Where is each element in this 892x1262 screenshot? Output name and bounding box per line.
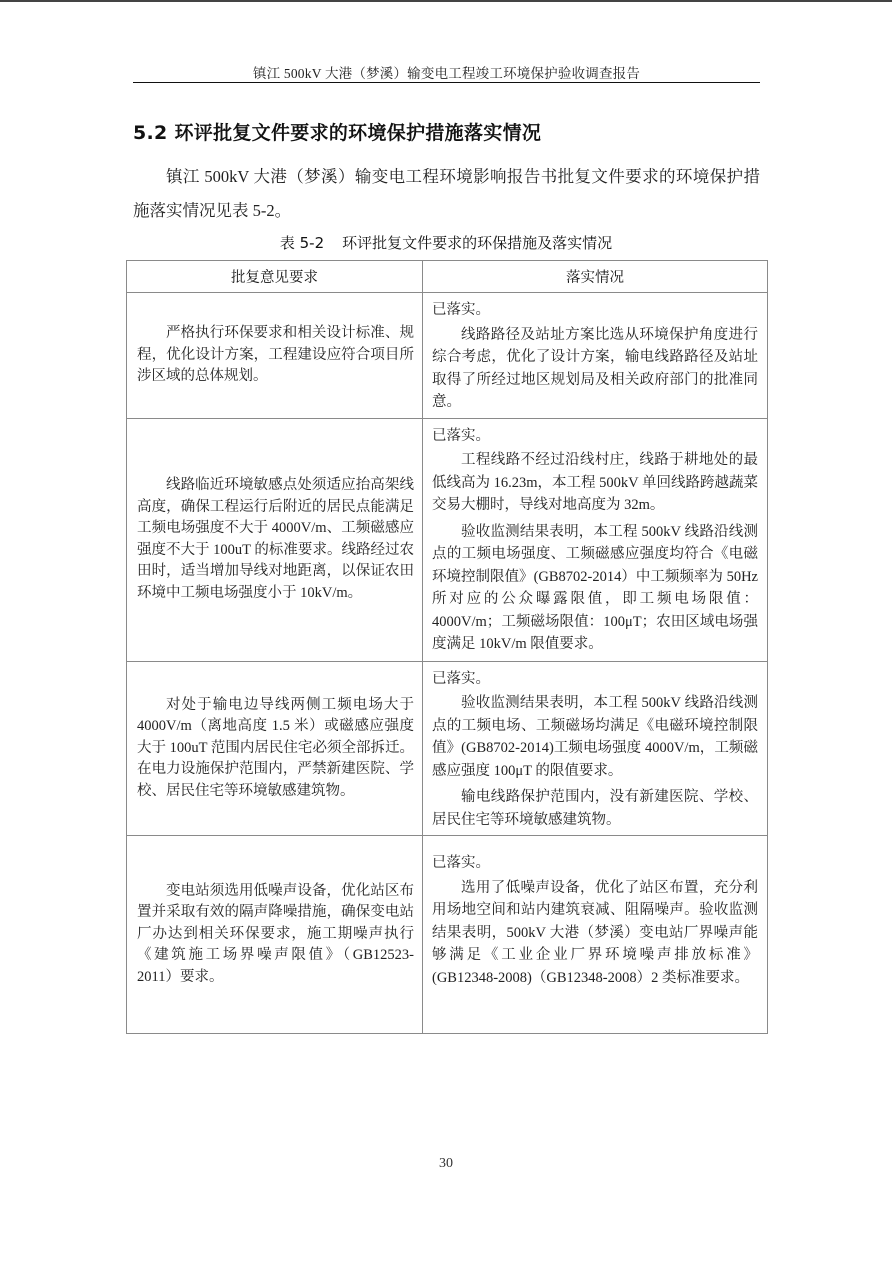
page-top-border <box>0 0 892 2</box>
table-header-row <box>127 261 768 293</box>
table-caption <box>126 232 766 253</box>
implementation-cell <box>423 836 768 1034</box>
requirement-cell <box>127 418 423 661</box>
requirement-cell <box>127 661 423 836</box>
implementation-cell <box>423 661 768 836</box>
detail-text: 输电线路保护范围内，没有新建医院、学校、居民住宅等环境敏感建筑物。 <box>432 789 758 828</box>
implementation-cell <box>423 293 768 419</box>
requirement-cell <box>127 836 423 1034</box>
implementation-cell <box>423 418 768 661</box>
page-number: 30 <box>439 1156 453 1171</box>
status-text: 已落实。 <box>432 855 490 871</box>
header-requirement: 批复意见要求 <box>127 261 423 293</box>
requirement-text: 变电站须选用低噪声设备，优化站区布置并采取有效的隔声降噪措施，确保变电站厂办达到相关环保要求，施工期噪声执行《建筑施工场界噪声限值》（GB12523-2011）要求。 <box>137 882 414 985</box>
table-row <box>127 293 768 419</box>
requirement-text: 严格执行环保要求和相关设计标准、规程，优化设计方案，工程建设应符合项目所涉区域的总体规划。 <box>137 325 414 384</box>
status-text: 已落实。 <box>432 670 490 687</box>
status-text: 已落实。 <box>432 302 490 318</box>
table-row <box>127 661 768 836</box>
detail-text: 线路路径及站址方案比选从环境保护角度进行综合考虑，优化了设计方案，输电线路路径及站址取得了所经过地区规划局及相关政府部门的批准同意。 <box>432 326 758 410</box>
table-caption-number: 表 5-2 <box>279 234 325 252</box>
header-rule <box>133 82 760 83</box>
table-row <box>127 418 768 661</box>
section-title: 5.2 环评批复文件要求的环境保护措施落实情况 <box>133 122 542 144</box>
table-caption-title: 环评批复文件要求的环保措施及落实情况 <box>342 234 613 252</box>
requirement-cell <box>127 293 423 419</box>
detail-text: 验收监测结果表明，本工程 500kV 线路沿线测点的工频电场、工频磁场均满足《电磁环境控制限值》(GB8702-2014)工频电场强度 4000V/m，工频磁感应强度 100μT 的限值要求。 <box>432 695 758 779</box>
detail-text: 工程线路不经过沿线村庄，线路于耕地处的最低线高为 16.23m，本工程 500kV 单回线路跨越蔬菜交易大棚时，导线对地高度为 32m。 <box>432 452 758 513</box>
requirement-text: 对处于输电边导线两侧工频电场大于 4000V/m（离地高度 1.5 米）或磁感应强度大于 100uT 范围内居民住宅必须全部拆迁。在电力设施保护范围内，严禁新建医院、学校、居民住宅等环境敏感建筑物。 <box>137 696 414 799</box>
requirements-table <box>126 260 768 1034</box>
status-text: 已落实。 <box>432 427 490 444</box>
header-implementation: 落实情况 <box>423 261 768 293</box>
table-row <box>127 836 768 1034</box>
intro-paragraph: 镇江 500kV 大港（梦溪）输变电工程环境影响报告书批复文件要求的环境保护措施落实情况见表 5-2。 <box>133 167 760 220</box>
detail-text: 选用了低噪声设备，优化了站区布置，充分利用场地空间和站内建筑衰减、阻隔噪声。验收监测结果表明，500kV 大港（梦溪）变电站厂界噪声能够满足《工业企业厂界环境噪声排放标准》(GB12348-2008)（GB12348-2008）2 类标准要求。 <box>432 879 758 986</box>
running-header: 镇江 500kV 大港（梦溪）输变电工程竣工环境保护验收调查报告 <box>252 66 641 81</box>
detail-text: 验收监测结果表明，本工程 500kV 线路沿线测点的工频电场强度、工频磁感应强度均符合《电磁环境控制限值》(GB8702-2014）中工频频率为 50Hz 所对应的公众曝露限值，即工频电场限值：4000V/m；工频磁场限值：100μT；农田区域电场强度满足 10kV/m 限值要求。 <box>432 523 758 652</box>
requirement-text: 线路临近环境敏感点处须适应抬高架线高度，确保工程运行后附近的居民点能满足工频电场强度不大于 4000V/m、工频磁感应强度不大于 100uT 的标准要求。线路经过农田时，适当增加导线对地距离，以保证农田环境中工频电场强度小于 10kV/m。 <box>137 477 414 601</box>
